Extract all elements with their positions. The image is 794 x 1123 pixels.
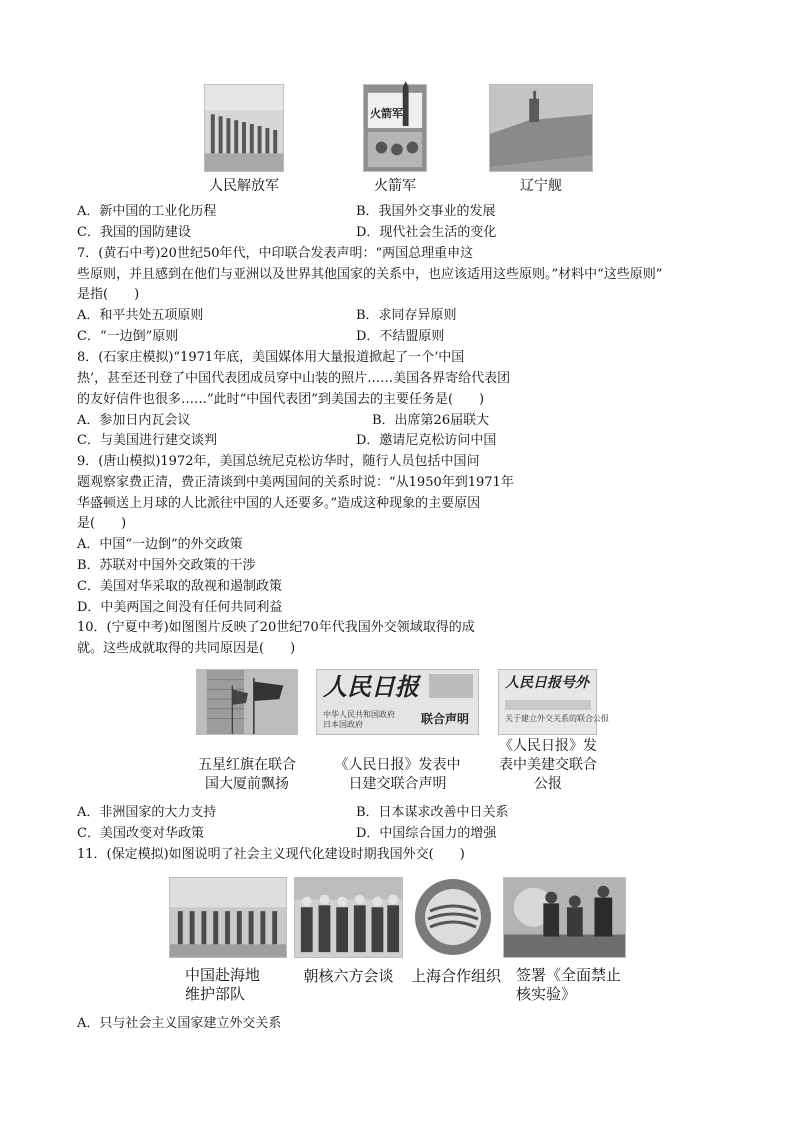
q6-option-b[interactable]: B．我国外交事业的发展 — [356, 204, 496, 219]
q8-stem-line-1: 8．(石家庄模拟)“1971年底，美国媒体用大量报道掀起了一个‘中国 — [77, 350, 465, 365]
peoples-daily-japan-photo — [316, 669, 479, 735]
q10-option-d[interactable]: D．中国综合国力的增强 — [356, 826, 497, 841]
caption-liaoning: 辽宁舰 — [520, 178, 562, 194]
q9-stem-line-3: 华盛顿送上月球的人比派往中国的人还要多。”造成这种现象的主要原因 — [77, 496, 481, 511]
six-party-talks-photo — [294, 877, 403, 958]
q10-stem-line-1: 10．(宁夏中考)如图图片反映了20世纪70年代我国外交领域取得的成 — [77, 620, 475, 635]
q11-stem-line: 11．(保定模拟)如图说明了社会主义现代化建设时期我国外交( ) — [77, 847, 465, 862]
q10-stem-line-2: 就。这些成就取得的共同原因是( ) — [77, 641, 296, 656]
q6-option-c[interactable]: C．我国的国防建设 — [77, 225, 191, 240]
caption-rocket-force: 火箭军 — [374, 178, 416, 194]
q8-option-b[interactable]: B．出席第26届联大 — [372, 413, 490, 428]
q9-option-d[interactable]: D．中美两国之间没有任何共同利益 — [77, 600, 283, 615]
liaoning-carrier-photo — [489, 84, 593, 172]
masthead-peoples-daily-extra: 人民日报号外 — [505, 675, 589, 691]
q9-option-b[interactable]: B．苏联对中国外交政策的干涉 — [77, 558, 256, 573]
treaty-signing-photo — [503, 877, 626, 958]
q9-option-c[interactable]: C．美国对华采取的敌视和遏制政策 — [77, 579, 282, 594]
q9-option-a[interactable]: A．中国“一边倒”的外交政策 — [77, 537, 243, 552]
q8-stem-line-2: 热’，甚至还刊登了中国代表团成员穿中山装的照片……美国各界寄给代表团 — [77, 371, 511, 386]
q10-option-b[interactable]: B．日本谋求改善中日关系 — [356, 805, 509, 820]
masthead-peoples-daily: 人民日报 — [323, 672, 419, 701]
haiti-peacekeepers-photo — [169, 877, 287, 958]
caption-sino-japan: 《人民日报》发表中日建交联合声明 — [334, 757, 461, 792]
caption-un-flag: 五星红旗在联合国大厦前飘扬 — [198, 757, 296, 792]
q8-stem-line-3: 的友好信件也很多……”此时“中国代表团”到美国去的主要任务是( ) — [77, 392, 485, 407]
headline-joint-statement: 联合声明 — [421, 712, 470, 726]
q11-option-a[interactable]: A．只与社会主义国家建立外交关系 — [77, 1016, 282, 1031]
q7-option-d[interactable]: D．不结盟原则 — [356, 329, 445, 344]
caption-six-party-talks: 朝核六方会谈 — [303, 967, 394, 985]
caption-sino-us: 《人民日报》发表中美建交联合公报 — [499, 738, 597, 792]
un-flag-photo — [196, 669, 298, 735]
q9-stem-line-1: 9．(唐山模拟)1972年，美国总统尼克松访华时，随行人员包括中国问 — [77, 454, 480, 469]
q9-stem-line-4: 是( ) — [77, 516, 127, 531]
caption-pla: 人民解放军 — [209, 178, 279, 194]
pla-parade-photo — [204, 84, 284, 172]
q9-stem-line-2: 题观察家费正清，费正清谈到中美两国间的关系时说：“从1950年到1971年 — [77, 475, 514, 490]
headline-japan-governments: 中华人民共和国政府 日本国政府 — [323, 710, 395, 729]
q7-stem-line-1: 7．(黄石中考)20世纪50年代，中印联合发表声明：“两国总理重申这 — [77, 246, 474, 261]
q10-option-c[interactable]: C．美国改变对华政策 — [77, 826, 204, 841]
q6-option-a[interactable]: A．新中国的工业化历程 — [77, 204, 217, 219]
q7-option-c[interactable]: C．“一边倒”原则 — [77, 329, 179, 344]
q8-option-c[interactable]: C．与美国进行建交谈判 — [77, 433, 217, 448]
sco-emblem — [410, 877, 496, 958]
q10-option-a[interactable]: A．非洲国家的大力支持 — [77, 805, 217, 820]
q8-option-d[interactable]: D．邀请尼克松访问中国 — [356, 433, 497, 448]
q8-option-a[interactable]: A．参加日内瓦会议 — [77, 413, 191, 428]
caption-sco: 上海合作组织 — [410, 967, 501, 985]
caption-test-ban-treaty: 签署《全面禁止核实验》 — [516, 966, 622, 1003]
headline-us-communique: 关于建立外交关系的联合公报 — [505, 714, 609, 723]
peoples-daily-usa-photo — [498, 669, 609, 735]
q7-stem-line-3: 是指( ) — [77, 287, 140, 302]
caption-haiti-peacekeepers: 中国赴海地维护部队 — [185, 966, 261, 1003]
q7-option-b[interactable]: B．求同存异原则 — [356, 308, 457, 323]
q7-stem-line-2: 些原则，并且感到在他们与亚洲以及世界其他国家的关系中，也应该适用这些原则。”材料中“这些原则” — [77, 267, 663, 282]
q6-option-d[interactable]: D．现代社会生活的变化 — [356, 225, 497, 240]
rocket-force-poster: 火箭军 — [363, 84, 427, 172]
q7-option-a[interactable]: A．和平共处五项原则 — [77, 308, 204, 323]
